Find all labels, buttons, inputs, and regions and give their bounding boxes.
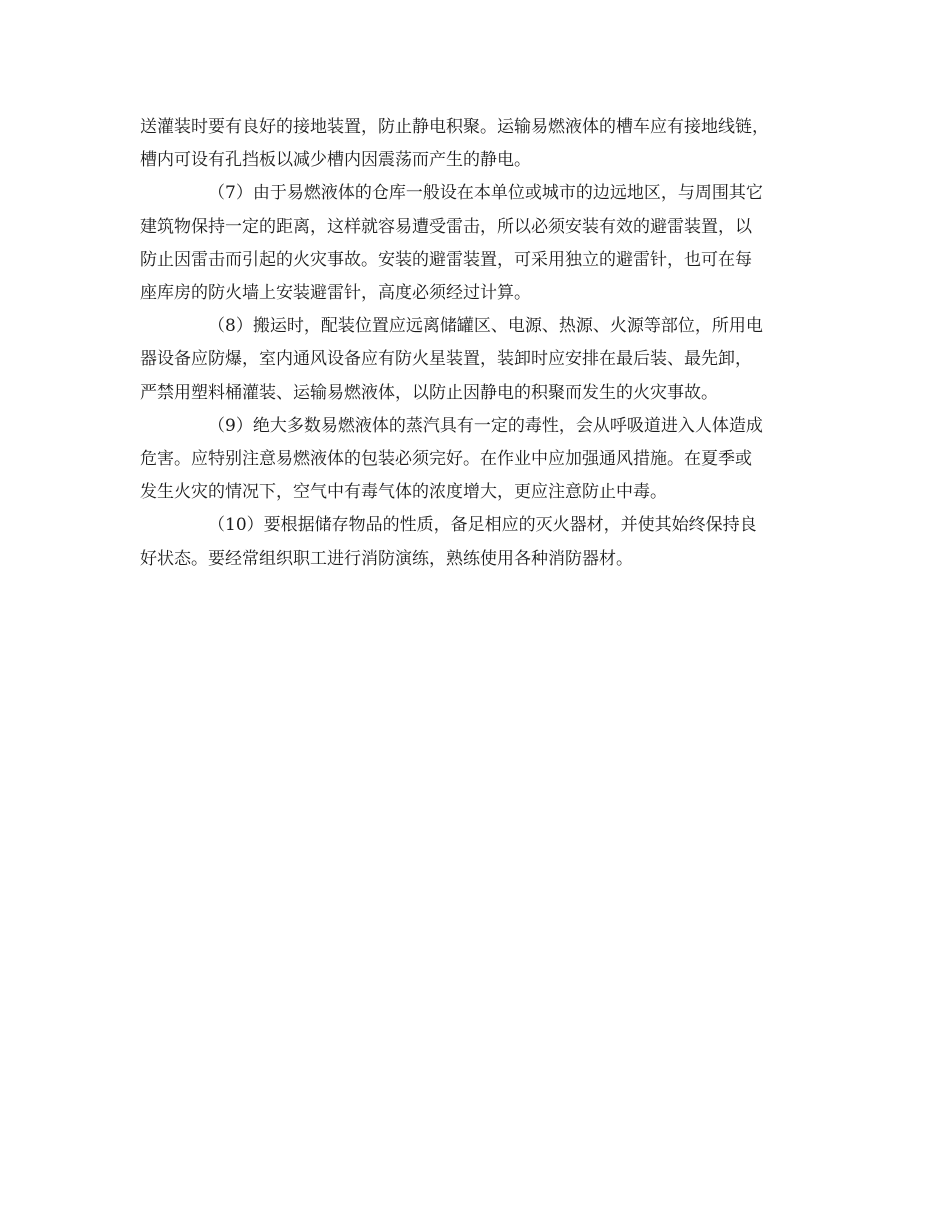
paragraph-line: 建筑物保持一定的距离，这样就容易遭受雷击，所以必须安装有效的避雷装置，以 [140,216,752,237]
paragraph-line: 器设备应防爆，室内通风设备应有防火星装置，装卸时应安排在最后装、最先卸， [140,349,752,370]
paragraph-line: （10）要根据储存物品的性质，备足相应的灭火器材，并使其始终保持良 [208,515,757,536]
paragraph-line: 危害。应特别注意易燃液体的包装必须完好。在作业中应加强通风措施。在夏季或 [140,449,752,470]
paragraph-line: 防止因雷击而引起的火灾事故。安装的避雷装置，可采用独立的避雷针，也可在每 [140,249,752,270]
paragraph-item-10-cont [140,543,820,576]
paragraph-line: （8）搬运时，配装位置应远离储罐区、电源、热源、火源等部位，所用电 [208,316,763,337]
paragraph-item-7 [140,177,820,210]
document-body [140,111,820,576]
paragraph-line: 送灌装时要有良好的接地装置，防止静电积聚。运输易燃液体的槽车应有接地线链， [140,117,769,137]
paragraph-item-10 [140,509,820,542]
paragraph-line: （7）由于易燃液体的仓库一般设在本单位或城市的边远地区，与周围其它 [208,183,763,204]
paragraph-line: 座库房的防火墙上安装避雷针，高度必须经过计算。 [140,283,531,304]
paragraph-line: 严禁用塑料桶灌装、运输易燃液体，以防止因静电的积聚而发生的火灾事故。 [140,382,718,403]
paragraph-line: 发生火灾的情况下，空气中有毒气体的浓度增大，更应注意防止中毒。 [140,482,667,503]
paragraph-item-7-cont [140,211,820,311]
paragraph-line: 好状态。要经常组织职工进行消防演练，熟练使用各种消防器材。 [140,548,633,569]
paragraph-line: （9）绝大多数易燃液体的蒸汽具有一定的毒性，会从呼吸道进入人体造成 [208,415,763,436]
paragraph-line: 槽内可设有孔挡板以减少槽内因震荡而产生的静电。 [140,150,531,171]
paragraph-item-8-cont [140,343,820,409]
paragraph-item-8 [140,310,820,343]
paragraph-static-continuation [140,111,820,177]
paragraph-item-9 [140,410,820,443]
paragraph-item-9-cont [140,443,820,509]
